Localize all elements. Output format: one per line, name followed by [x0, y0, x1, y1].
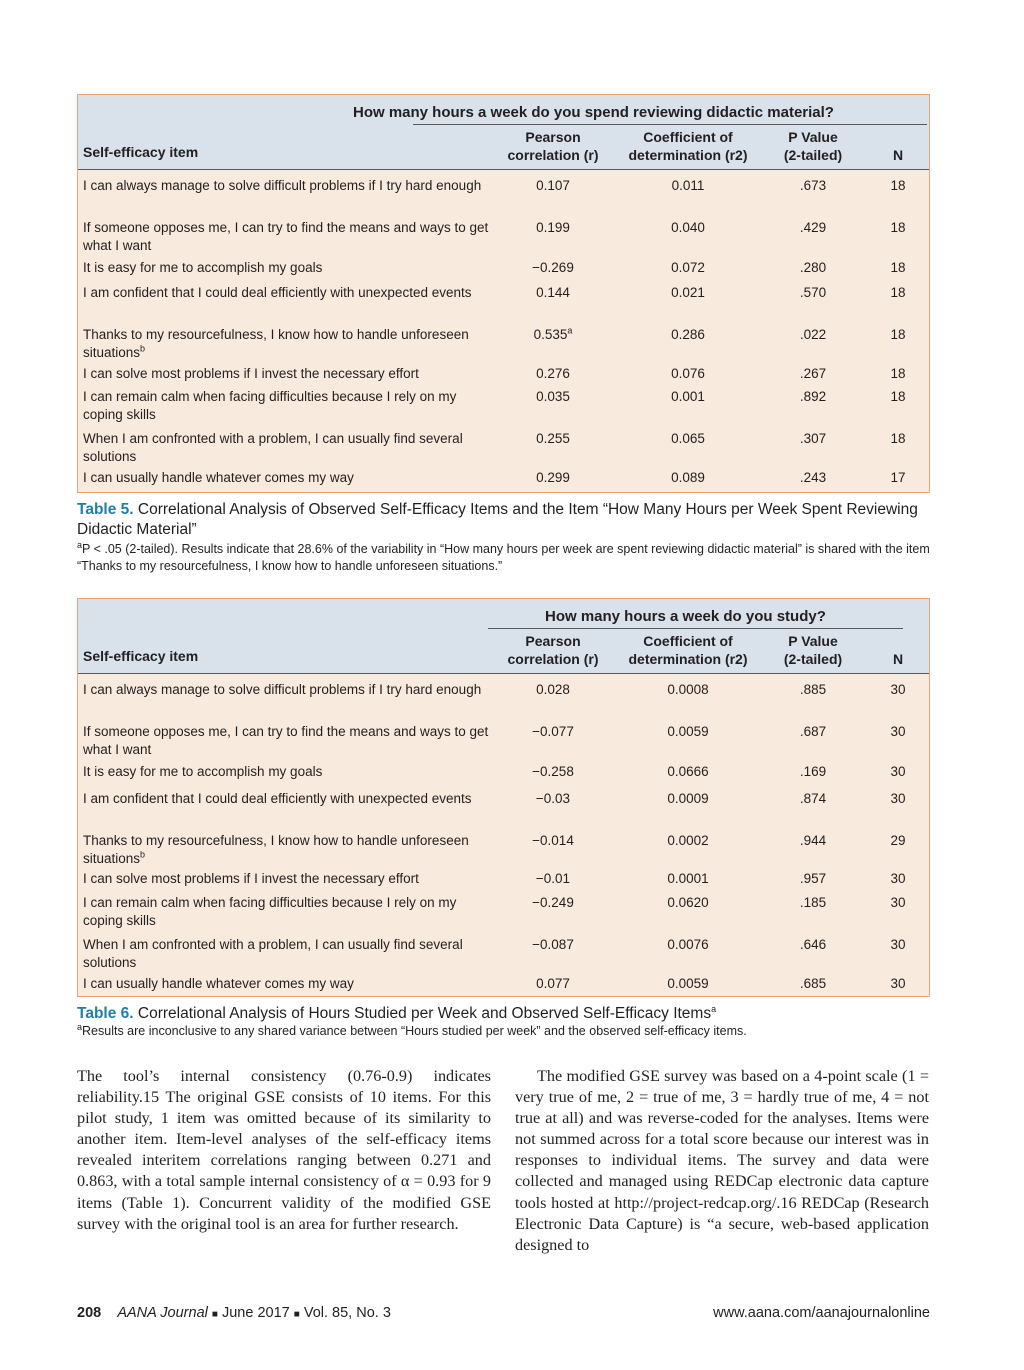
- table-6-caption-label: Table 6.: [77, 1005, 134, 1022]
- p-line2: (2-tailed): [783, 651, 843, 667]
- n-cell-value: 18: [890, 366, 906, 381]
- r-squared-cell-value: 0.0001: [667, 871, 709, 886]
- r-squared-cell-value: 0.040: [671, 220, 705, 235]
- pearson-r-cell: [498, 388, 608, 406]
- table-5-caption: [77, 500, 937, 540]
- n-cell: [868, 219, 928, 237]
- self-efficacy-item: [83, 975, 498, 993]
- body-left-paragraph: The tool’s internal consistency (0.76-0.9) indicates reliability.15 The original GSE consists of 10 items. For this pilot study, 1 item was omitted because of its similarity to another item. Item-level analyses of the self-efficacy items revealed interitem correlations ranging between 0.271 and 0.863, with a total sample internal consistency of α = 0.93 for 9 items (Table 1). Concurrent validity of the modified GSE survey with the original tool is an area for further research.: [77, 1067, 491, 1233]
- r-squared-cell: [618, 284, 758, 302]
- p-value-cell: [758, 763, 868, 781]
- r-squared-cell: [618, 326, 758, 344]
- self-efficacy-item: [83, 219, 498, 254]
- table-6-col-item: Self-efficacy item: [83, 648, 199, 664]
- pearson-r-cell: [498, 681, 608, 699]
- self-efficacy-item: [83, 763, 498, 781]
- table-5-col-n: N: [892, 147, 904, 163]
- n-cell: [868, 832, 928, 850]
- footer-url[interactable]: www.aana.com/aanajournalonline: [713, 1305, 930, 1321]
- p-value-cell-value: .243: [799, 470, 827, 485]
- self-efficacy-item: [83, 832, 498, 867]
- pearson-r-cell-value: 0.299: [536, 470, 570, 485]
- table-6-rule: [488, 628, 903, 629]
- n-cell-value: 30: [890, 791, 906, 806]
- pearson-r-cell-value: 0.077: [536, 976, 570, 991]
- n-cell-value: 30: [890, 976, 906, 991]
- pearson-r-cell-value: −0.014: [532, 833, 574, 848]
- p-value-cell-value: .280: [799, 260, 827, 275]
- n-cell: [868, 870, 928, 888]
- r-squared-cell-value: 0.001: [671, 389, 705, 404]
- coef-line1: Coefficient of: [643, 633, 733, 649]
- body-left-column: [77, 1066, 491, 1235]
- n-cell-value: 30: [890, 937, 906, 952]
- p-value-cell-value: .957: [799, 871, 827, 886]
- p-value-cell: [758, 723, 868, 741]
- item-text: I can solve most problems if I invest the necessary effort: [83, 871, 419, 886]
- r-squared-cell-value: 0.0620: [667, 895, 709, 910]
- item-text: I can usually handle whatever comes my way: [83, 470, 354, 485]
- pearson-r-cell: [498, 469, 608, 487]
- r-squared-cell: [618, 975, 758, 993]
- n-cell: [868, 469, 928, 487]
- pearson-r-cell-value: 0.107: [536, 178, 570, 193]
- p-value-cell: [758, 894, 868, 912]
- r-squared-cell-value: 0.0059: [667, 976, 709, 991]
- footer-left: [77, 1305, 391, 1321]
- r-squared-cell: [618, 790, 758, 808]
- table-5-question: How many hours a week do you spend reviewing didactic material?: [353, 104, 834, 121]
- pearson-r-cell-value: 0.035: [536, 389, 570, 404]
- p-value-cell: [758, 365, 868, 383]
- p-value-cell: [758, 870, 868, 888]
- n-cell-value: 18: [890, 327, 906, 342]
- r-squared-cell-value: 0.011: [671, 178, 705, 193]
- item-text: Thanks to my resourcefulness, I know how to handle unforeseen situations: [83, 327, 469, 360]
- self-efficacy-item: [83, 284, 498, 302]
- pearson-r-cell: [498, 430, 608, 448]
- item-text: I can always manage to solve difficult problems if I try hard enough: [83, 682, 482, 697]
- r-squared-cell-value: 0.072: [671, 260, 705, 275]
- table-5-col-p: [758, 128, 868, 164]
- item-text: Thanks to my resourcefulness, I know how to handle unforeseen situations: [83, 833, 469, 866]
- p-value-cell-value: .267: [799, 366, 827, 381]
- pearson-r-cell: [498, 723, 608, 741]
- table-5-header: [78, 95, 929, 170]
- table-6-caption-sup: a: [711, 1003, 717, 1014]
- pearson-r-cell: [498, 259, 608, 277]
- n-cell: [868, 763, 928, 781]
- p-value-cell: [758, 832, 868, 850]
- table-5-note-sup: a: [77, 539, 83, 550]
- pearson-r-cell: [498, 177, 608, 195]
- item-text: When I am confronted with a problem, I can usually find several solutions: [83, 937, 463, 970]
- self-efficacy-item: [83, 936, 498, 971]
- pearson-r-cell: [498, 975, 608, 993]
- pearson-r-cell: [498, 894, 608, 912]
- coef-line2: determination (r2): [628, 651, 748, 667]
- pearson-r-cell-value: 0.255: [536, 431, 570, 446]
- n-cell-value: 18: [890, 178, 906, 193]
- journal-name: AANA Journal: [117, 1305, 208, 1321]
- r-squared-cell: [618, 763, 758, 781]
- issue-date: June 2017: [221, 1305, 290, 1321]
- p-value-cell: [758, 388, 868, 406]
- n-cell-value: 18: [890, 285, 906, 300]
- self-efficacy-item: [83, 870, 498, 888]
- body-right-column: [515, 1066, 929, 1256]
- r-squared-cell: [618, 894, 758, 912]
- p-value-cell-value: .646: [799, 937, 827, 952]
- p-value-cell-value: .307: [799, 431, 827, 446]
- p-value-cell: [758, 430, 868, 448]
- r-squared-cell-value: 0.0666: [667, 764, 709, 779]
- table-6-col-pearson: [498, 632, 608, 668]
- self-efficacy-item: [83, 681, 498, 699]
- r-squared-cell: [618, 259, 758, 277]
- pearson-r-cell-value: −0.258: [532, 764, 574, 779]
- pearson-r-cell: [498, 832, 608, 850]
- n-cell-value: 18: [890, 260, 906, 275]
- table-6-question: How many hours a week do you study?: [545, 608, 826, 625]
- r-squared-cell: [618, 365, 758, 383]
- r-squared-cell-value: 0.0076: [667, 937, 709, 952]
- table-5-rule: [413, 124, 927, 125]
- r-squared-cell: [618, 469, 758, 487]
- item-text: If someone opposes me, I can try to find the means and ways to get what I want: [83, 220, 489, 253]
- p-value-cell: [758, 469, 868, 487]
- p-value-cell-value: .874: [799, 791, 827, 806]
- p-line2: (2-tailed): [783, 147, 843, 163]
- p-value-cell: [758, 936, 868, 954]
- n-cell: [868, 681, 928, 699]
- n-cell: [868, 723, 928, 741]
- n-cell-value: 18: [890, 389, 906, 404]
- pearson-line1: Pearson: [525, 633, 581, 649]
- pearson-r-cell: [498, 763, 608, 781]
- r-squared-cell-value: 0.0008: [667, 682, 709, 697]
- p-value-cell-value: .944: [799, 833, 827, 848]
- n-cell: [868, 284, 928, 302]
- n-cell: [868, 894, 928, 912]
- p-value-cell-value: .429: [799, 220, 827, 235]
- body-right-paragraph: The modified GSE survey was based on a 4-point scale (1 = very true of me, 2 = true of me, 3 = hardly true of me, 4 = not true at all) and was reverse-coded for the analyses. Items were not summed across for a total score because our interest was in responses to individual items. The survey and data were collected and managed using REDCap electronic data capture tools hosted at http://project-redcap.org/.16 REDCap (Research Electronic Data Capture) is “a secure, web-based application designed to: [515, 1067, 929, 1254]
- n-cell: [868, 975, 928, 993]
- item-text: I can solve most problems if I invest the necessary effort: [83, 366, 419, 381]
- r-squared-cell: [618, 219, 758, 237]
- table-5-note: [77, 541, 937, 575]
- item-text: I am confident that I could deal efficiently with unexpected events: [83, 285, 472, 300]
- item-footnote-mark: b: [140, 849, 146, 859]
- pearson-r-cell: [498, 936, 608, 954]
- n-cell-value: 30: [890, 682, 906, 697]
- r-squared-cell: [618, 177, 758, 195]
- pearson-r-cell: [498, 219, 608, 237]
- table-5-col-pearson: [498, 128, 608, 164]
- r-squared-cell: [618, 832, 758, 850]
- pearson-r-cell: [498, 870, 608, 888]
- p-value-cell: [758, 681, 868, 699]
- self-efficacy-item: [83, 259, 498, 277]
- n-cell-value: 18: [890, 431, 906, 446]
- r-squared-cell-value: 0.0009: [667, 791, 709, 806]
- self-efficacy-item: [83, 469, 498, 487]
- r-footnote-mark: a: [567, 325, 573, 336]
- table-6-note-sup: a: [77, 1021, 83, 1032]
- pearson-line1: Pearson: [525, 129, 581, 145]
- table-6-col-n: N: [892, 651, 904, 667]
- table-6-caption: [77, 1004, 937, 1024]
- r-squared-cell-value: 0.0002: [667, 833, 709, 848]
- n-cell: [868, 177, 928, 195]
- n-cell: [868, 790, 928, 808]
- n-cell-value: 30: [890, 764, 906, 779]
- pearson-r-cell-value: −0.03: [535, 791, 571, 806]
- pearson-r-cell: [498, 284, 608, 302]
- item-text: It is easy for me to accomplish my goals: [83, 260, 323, 275]
- p-value-cell-value: .570: [799, 285, 827, 300]
- n-cell-value: 30: [890, 724, 906, 739]
- table-5-caption-text: Correlational Analysis of Observed Self-Efficacy Items and the Item “How Many Hours per Week Spent Reviewing Didactic Material”: [77, 501, 918, 538]
- page-number: 208: [77, 1305, 102, 1321]
- item-text: I can usually handle whatever comes my way: [83, 976, 354, 991]
- p-value-cell-value: .687: [799, 724, 827, 739]
- p-value-cell-value: .185: [799, 895, 827, 910]
- item-footnote-mark: b: [140, 343, 146, 353]
- pearson-r-cell-value: −0.087: [532, 937, 574, 952]
- pearson-r-cell-value: −0.249: [532, 895, 574, 910]
- r-squared-cell: [618, 388, 758, 406]
- item-text: I can remain calm when facing difficulties because I rely on my coping skills: [83, 895, 457, 928]
- n-cell: [868, 326, 928, 344]
- table-6-caption-text: Correlational Analysis of Hours Studied per Week and Observed Self-Efficacy Items: [137, 1005, 712, 1022]
- r-squared-cell-value: 0.021: [671, 285, 705, 300]
- pearson-line2: correlation (r): [507, 147, 599, 163]
- table-5-col-item: Self-efficacy item: [83, 144, 199, 160]
- coef-line1: Coefficient of: [643, 129, 733, 145]
- r-squared-cell-value: 0.089: [671, 470, 705, 485]
- r-squared-cell: [618, 430, 758, 448]
- r-squared-cell-value: 0.065: [671, 431, 705, 446]
- self-efficacy-item: [83, 326, 498, 361]
- p-value-cell-value: .169: [799, 764, 827, 779]
- table-6-col-p: [758, 632, 868, 668]
- n-cell: [868, 388, 928, 406]
- table-5: [77, 94, 930, 493]
- p-value-cell-value: .673: [799, 178, 827, 193]
- n-cell: [868, 936, 928, 954]
- pearson-r-cell-value: 0.028: [536, 682, 570, 697]
- p-value-cell: [758, 219, 868, 237]
- pearson-r-cell-value: −0.269: [532, 260, 574, 275]
- self-efficacy-item: [83, 365, 498, 383]
- pearson-r-cell: [498, 790, 608, 808]
- n-cell-value: 29: [890, 833, 906, 848]
- table-5-col-coef: [618, 128, 758, 164]
- p-line1: P Value: [788, 129, 838, 145]
- table-6-col-coef: [618, 632, 758, 668]
- r-squared-cell-value: 0.076: [671, 366, 705, 381]
- n-cell: [868, 430, 928, 448]
- table-6-note: [77, 1023, 937, 1040]
- item-text: It is easy for me to accomplish my goals: [83, 764, 323, 779]
- pearson-r-cell-value: 0.144: [536, 285, 570, 300]
- p-value-cell: [758, 284, 868, 302]
- self-efficacy-item: [83, 790, 498, 808]
- self-efficacy-item: [83, 430, 498, 465]
- n-cell-value: 30: [890, 895, 906, 910]
- n-cell-value: 30: [890, 871, 906, 886]
- r-squared-cell: [618, 936, 758, 954]
- pearson-r-cell-value: 0.199: [536, 220, 570, 235]
- pearson-line2: correlation (r): [507, 651, 599, 667]
- item-text: I can always manage to solve difficult problems if I try hard enough: [83, 178, 482, 193]
- pearson-r-cell-value: −0.077: [532, 724, 574, 739]
- p-value-cell-value: .885: [799, 682, 827, 697]
- coef-line2: determination (r2): [628, 147, 748, 163]
- n-cell: [868, 259, 928, 277]
- footer-bullet-1: ■: [211, 1309, 218, 1320]
- pearson-r-cell-value: −0.01: [535, 871, 571, 886]
- r-squared-cell: [618, 681, 758, 699]
- table-6: [77, 598, 930, 997]
- table-6-header: [78, 599, 929, 674]
- r-squared-cell: [618, 723, 758, 741]
- pearson-r-cell: [498, 365, 608, 383]
- p-value-cell-value: .685: [799, 976, 827, 991]
- p-value-cell-value: .022: [799, 327, 827, 342]
- pearson-r-cell-value: 0.276: [536, 366, 570, 381]
- p-line1: P Value: [788, 633, 838, 649]
- self-efficacy-item: [83, 388, 498, 423]
- n-cell: [868, 365, 928, 383]
- item-text: I am confident that I could deal efficiently with unexpected events: [83, 791, 472, 806]
- p-value-cell: [758, 326, 868, 344]
- volume: Vol. 85, No. 3: [303, 1305, 391, 1321]
- p-value-cell: [758, 790, 868, 808]
- item-text: If someone opposes me, I can try to find the means and ways to get what I want: [83, 724, 489, 757]
- p-value-cell: [758, 259, 868, 277]
- table-5-note-text: P < .05 (2-tailed). Results indicate that 28.6% of the variability in “How many hours per week are spent reviewing didactic material” is shared with the item “Thanks to my resourcefulness, I know how to handle unforeseen situations.”: [77, 542, 930, 573]
- self-efficacy-item: [83, 894, 498, 929]
- p-value-cell: [758, 975, 868, 993]
- item-text: When I am confronted with a problem, I can usually find several solutions: [83, 431, 463, 464]
- pearson-r-cell: [498, 326, 608, 344]
- n-cell-value: 18: [890, 220, 906, 235]
- p-value-cell: [758, 177, 868, 195]
- n-cell-value: 17: [890, 470, 906, 485]
- footer-bullet-2: ■: [293, 1309, 300, 1320]
- table-6-note-text: Results are inconclusive to any shared variance between “Hours studied per week” and the observed self-efficacy items.: [82, 1024, 747, 1038]
- r-squared-cell: [618, 870, 758, 888]
- r-squared-cell-value: 0.0059: [667, 724, 709, 739]
- pearson-r-cell-value: 0.535: [533, 327, 568, 342]
- self-efficacy-item: [83, 723, 498, 758]
- self-efficacy-item: [83, 177, 498, 195]
- table-5-caption-label: Table 5.: [77, 501, 134, 518]
- p-value-cell-value: .892: [799, 389, 827, 404]
- r-squared-cell-value: 0.286: [671, 327, 705, 342]
- item-text: I can remain calm when facing difficulties because I rely on my coping skills: [83, 389, 457, 422]
